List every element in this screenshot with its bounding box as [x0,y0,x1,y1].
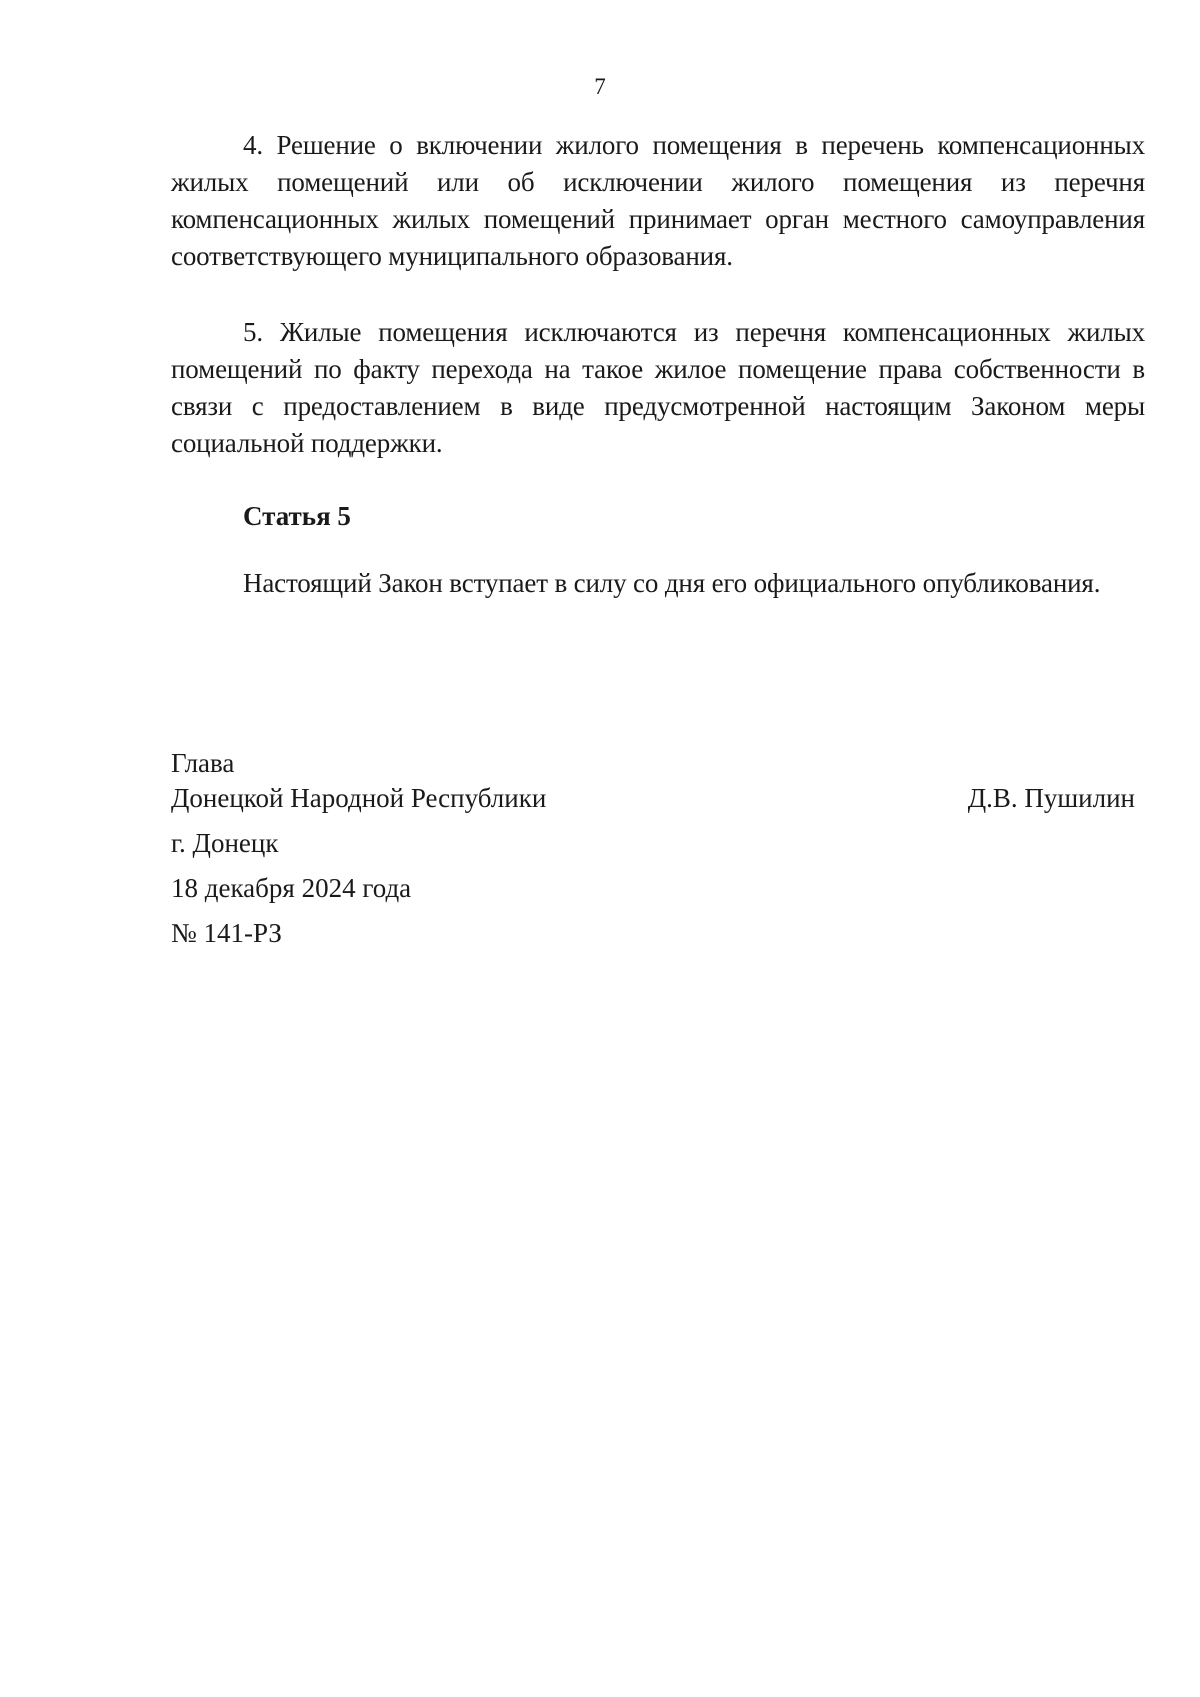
article-5-text: Настоящий Закон вступает в силу со дня его официального опубликования. [243,568,1101,598]
page-number: 7 [594,74,606,99]
signing-date: 18 декабря 2024 года [171,873,412,903]
law-number: № 141-РЗ [171,918,282,948]
place-of-signing: г. Донецк [171,828,279,858]
article-5-heading: Статья 5 [243,501,351,531]
paragraph-4: 4. Решение о включении жилого помещения в перечень компенсационных жилых помещений или об исключении жилого помещения из перечня компенсационных жилых помещений принимает орган местного самоуправления соответствующего муниципального образования. [171,130,1145,271]
paragraph-5: 5. Жилые помещения исключаются из перечня компенсационных жилых помещений по факту перехода на такое жилое помещение права собственности в связи с предоставлением в виде предусмотренной настоящим Законом меры социальной поддержки. [171,317,1145,458]
signatory-title-line-2: Донецкой Народной Республики [171,783,547,813]
signatory-name: Д.В. Пушилин [967,783,1135,813]
signatory-title-line-1: Глава [171,748,235,778]
